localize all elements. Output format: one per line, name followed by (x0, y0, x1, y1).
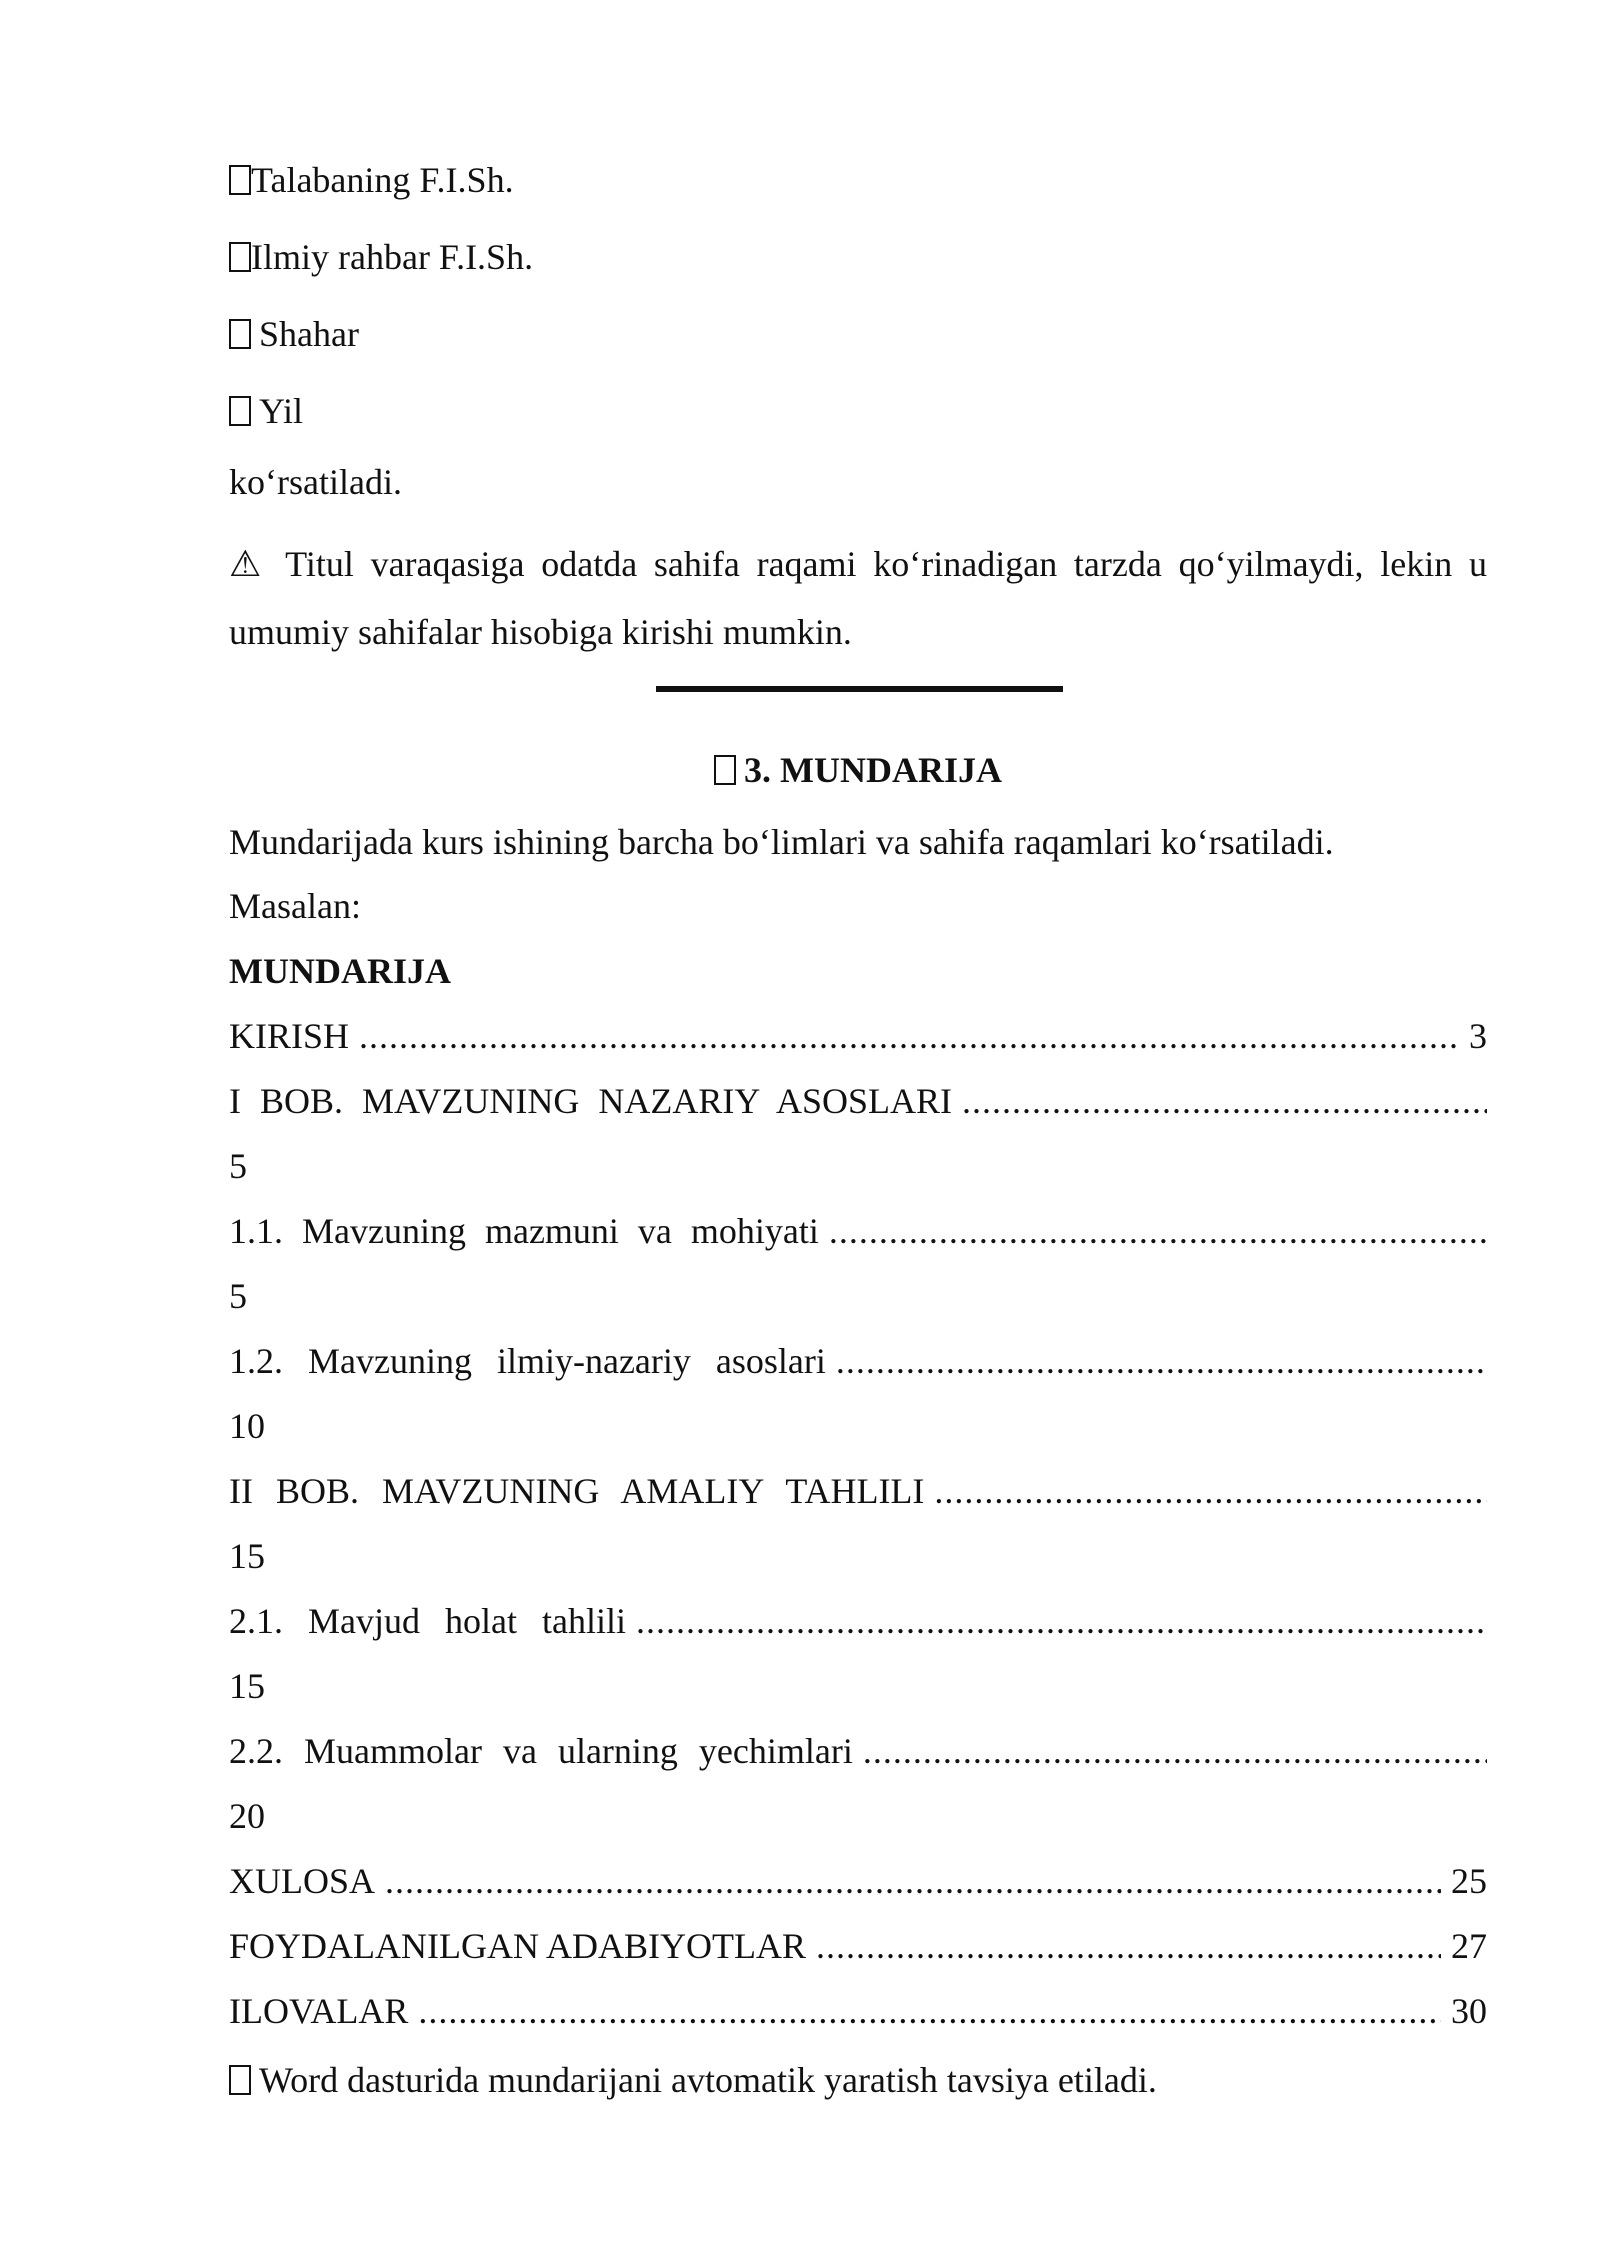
toc-entry-page: 30 (1451, 1991, 1487, 2031)
warning-icon: ⚠ (229, 544, 270, 584)
toc-entry-page: 5 (229, 1146, 247, 1186)
toc-entry-title: ILOVALAR (229, 1991, 409, 2031)
paragraph: Mundarijada kurs ishining barcha bo‘limlari va sahifa raqamlari ko‘rsatiladi. (229, 822, 1334, 862)
toc-entry (229, 1599, 1487, 1643)
list-item-text: Talabaning F.I.Sh. (251, 160, 514, 200)
toc-entry-title: KIRISH (229, 1016, 350, 1056)
toc-entry (229, 1989, 1487, 2033)
toc-entry-title: 2.2. Muammolar va ularning yechimlari (229, 1731, 853, 1771)
toc-entry-page: 10 (229, 1406, 265, 1446)
toc-entry-page: 15 (229, 1666, 265, 1706)
toc-entry-title: FOYDALANILGAN ADABIYOTLAR (229, 1926, 806, 1966)
toc-entry-title: 2.1. Mavjud holat tahlili (229, 1601, 626, 1641)
warning-text: Titul varaqasiga odatda sahifa raqami ko‘rinadigan tarzda qo‘yilmaydi, lekin u umumiy sahifalar hisobiga kirishi mumkin. (229, 544, 1487, 652)
note-text: Word dasturida mundarijani avtomatik yaratish tavsiya etiladi. (259, 2060, 1157, 2100)
paragraph: ko‘rsatiladi. (229, 462, 402, 502)
toc-title: MUNDARIJA (229, 951, 451, 991)
toc-entry (229, 1924, 1487, 1968)
dot-leader (816, 1924, 1441, 1968)
checkbox-icon (229, 165, 251, 195)
toc-entry-title: II BOB. MAVZUNING AMALIY TAHLILI (229, 1471, 925, 1511)
list-item (229, 158, 1487, 202)
toc-entry-page: 5 (229, 1276, 247, 1316)
toc-entry-page: 3 (1469, 1016, 1487, 1056)
section-heading-text: 3. MUNDARIJA (744, 750, 1002, 790)
dot-leader (836, 1339, 1487, 1383)
checkbox-icon (229, 396, 251, 426)
list-item-text: Yil (259, 391, 304, 431)
dot-leader (385, 1859, 1441, 1903)
note-paragraph (229, 2058, 1487, 2102)
toc-entry (229, 1339, 1487, 1383)
toc-entry (229, 1859, 1487, 1903)
toc-entry-title: 1.1. Mavzuning mazmuni va mohiyati (229, 1211, 819, 1251)
list-item-text: Ilmiy rahbar F.I.Sh. (251, 237, 534, 277)
dot-leader (418, 1989, 1441, 2033)
warning-paragraph (229, 530, 1487, 666)
toc-entry (229, 1079, 1487, 1123)
checkbox-icon (229, 319, 251, 349)
toc-entry-page: 15 (229, 1536, 265, 1576)
dot-leader (934, 1469, 1487, 1513)
paragraph: Masalan: (229, 886, 361, 926)
dot-leader (829, 1209, 1487, 1253)
dot-leader (359, 1014, 1459, 1058)
toc-entry (229, 1209, 1487, 1253)
list-item-text: Shahar (259, 314, 359, 354)
horizontal-divider (656, 686, 1063, 692)
dot-leader (636, 1599, 1487, 1643)
section-heading (229, 746, 1487, 794)
list-item (229, 312, 1487, 356)
toc-entry-page: 20 (229, 1796, 265, 1836)
dot-leader (962, 1079, 1487, 1123)
toc-entry-title: XULOSA (229, 1861, 376, 1901)
dot-leader (863, 1729, 1487, 1773)
checkbox-icon (229, 2065, 251, 2095)
list-item (229, 235, 1487, 279)
toc-entry-page: 27 (1451, 1926, 1487, 1966)
bookmark-icon (714, 755, 736, 785)
list-item (229, 389, 1487, 433)
toc-entry-title: I BOB. MAVZUNING NAZARIY ASOSLARI (229, 1081, 953, 1121)
toc-entry (229, 1014, 1487, 1058)
checkbox-icon (229, 242, 251, 272)
toc-entry (229, 1469, 1487, 1513)
toc-entry-page: 25 (1451, 1861, 1487, 1901)
toc-entry (229, 1729, 1487, 1773)
toc-entry-title: 1.2. Mavzuning ilmiy-nazariy asoslari (229, 1341, 826, 1381)
